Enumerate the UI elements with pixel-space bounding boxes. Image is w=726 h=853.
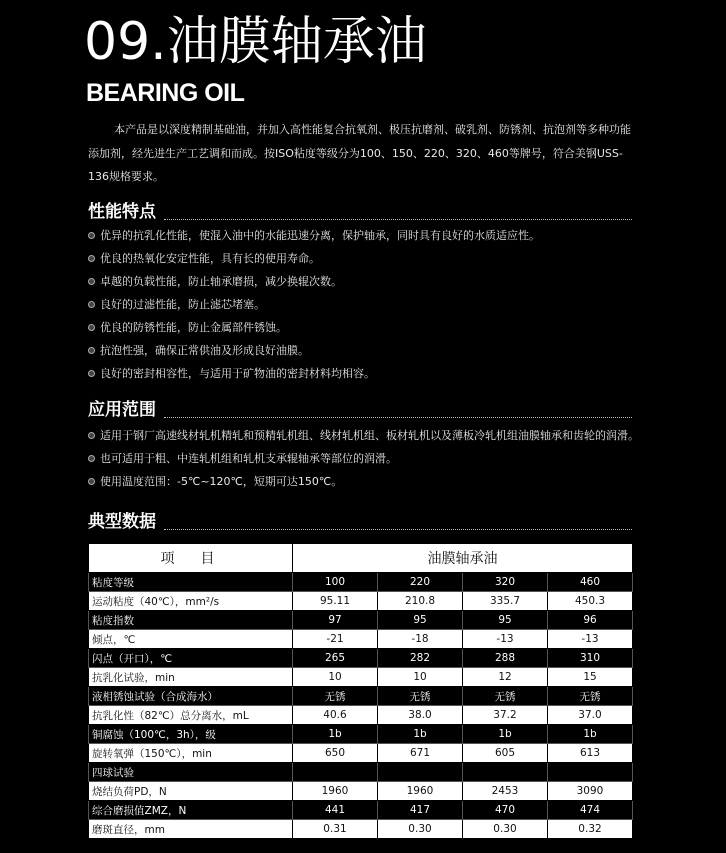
features-title: 性能特点 (88, 202, 156, 222)
table-cell: 无锈 (293, 687, 378, 706)
table-row (89, 687, 633, 706)
table-cell: 38.0 (378, 706, 463, 725)
table-cell (548, 763, 633, 782)
table-cell: 95.11 (293, 592, 378, 611)
row-label: 倾点，℃ (89, 630, 293, 649)
table-cell: 12 (463, 668, 548, 687)
table-cell: 450.3 (548, 592, 633, 611)
bullet-icon (88, 478, 95, 485)
table-row (89, 820, 633, 839)
table-cell: 1960 (293, 782, 378, 801)
list-item: 良好的密封相容性，与适用于矿物油的密封材料均相容。 (88, 362, 648, 385)
table-cell: 220 (378, 573, 463, 592)
section-divider (164, 529, 632, 530)
row-label: 运动粘度（40℃），mm²/s (89, 592, 293, 611)
table-cell: 613 (548, 744, 633, 763)
table-cell: 100 (293, 573, 378, 592)
row-label: 抗乳化性（82℃）总分离水，mL (89, 706, 293, 725)
table-cell: 无锈 (548, 687, 633, 706)
table-cell: 37.0 (548, 706, 633, 725)
table-cell: 0.31 (293, 820, 378, 839)
table-row (89, 649, 633, 668)
row-label: 综合磨损值ZMZ，N (89, 801, 293, 820)
row-label: 抗乳化试验，min (89, 668, 293, 687)
table-cell: 1b (463, 725, 548, 744)
table-cell: 335.7 (463, 592, 548, 611)
table-cell: -21 (293, 630, 378, 649)
bullet-icon (88, 301, 95, 308)
table-cell: 650 (293, 744, 378, 763)
table-cell: 460 (548, 573, 633, 592)
table-row (89, 782, 633, 801)
bullet-icon (88, 347, 95, 354)
applications-list (88, 424, 648, 493)
bullet-icon (88, 255, 95, 262)
table-cell: 210.8 (378, 592, 463, 611)
row-label: 粘度指数 (89, 611, 293, 630)
table-cell: 96 (548, 611, 633, 630)
table-row (89, 744, 633, 763)
table-row (89, 573, 633, 592)
table-cell: 1960 (378, 782, 463, 801)
table-cell: 无锈 (463, 687, 548, 706)
table-cell: 95 (463, 611, 548, 630)
table-cell: 605 (463, 744, 548, 763)
row-label: 液相锈蚀试验（合成海水） (89, 687, 293, 706)
table-cell: 10 (378, 668, 463, 687)
table-row (89, 611, 633, 630)
table-cell: 15 (548, 668, 633, 687)
table-cell: 2453 (463, 782, 548, 801)
page-subtitle: BEARING OIL (86, 79, 245, 107)
table-header-product: 油膜轴承油 (293, 544, 633, 573)
table-body (89, 573, 633, 839)
table-cell: 10 (293, 668, 378, 687)
applications-title: 应用范围 (88, 400, 156, 420)
row-label: 四球试验 (89, 763, 293, 782)
table-row (89, 668, 633, 687)
table-cell: 441 (293, 801, 378, 820)
list-item: 也可适用于粗、中连轧机组和轧机支承辊轴承等部位的润滑。 (88, 447, 648, 470)
table-row (89, 630, 633, 649)
table-cell: 320 (463, 573, 548, 592)
list-item: 抗泡性强，确保正常供油及形成良好油膜。 (88, 339, 648, 362)
bullet-icon (88, 324, 95, 331)
bullet-icon (88, 278, 95, 285)
table-cell: 1b (548, 725, 633, 744)
bullet-icon (88, 232, 95, 239)
table-cell: 671 (378, 744, 463, 763)
row-label: 磨斑直径，mm (89, 820, 293, 839)
list-item: 卓越的负载性能，防止轴承磨损，减少换辊次数。 (88, 270, 648, 293)
row-label: 粘度等级 (89, 573, 293, 592)
list-item: 优良的防锈性能，防止金属部件锈蚀。 (88, 316, 648, 339)
table-cell (293, 763, 378, 782)
typical-data-section-header (88, 510, 632, 532)
list-item: 优良的热氧化安定性能，具有长的使用寿命。 (88, 247, 648, 270)
table-cell: -13 (463, 630, 548, 649)
bullet-icon (88, 455, 95, 462)
table-cell: 40.6 (293, 706, 378, 725)
table-cell: 0.32 (548, 820, 633, 839)
typical-data-title: 典型数据 (88, 512, 156, 532)
row-label: 铜腐蚀（100℃，3h），级 (89, 725, 293, 744)
table-cell: 417 (378, 801, 463, 820)
features-list (88, 224, 648, 385)
table-cell: 1b (378, 725, 463, 744)
table-cell: 1b (293, 725, 378, 744)
bullet-icon (88, 432, 95, 439)
table-header-item: 项 目 (89, 544, 293, 573)
table-cell: 282 (378, 649, 463, 668)
table-cell: 97 (293, 611, 378, 630)
section-divider (164, 417, 632, 418)
list-item: 优异的抗乳化性能，使混入油中的水能迅速分离，保护轴承，同时具有良好的水质适应性。 (88, 224, 648, 247)
table-cell: 3090 (548, 782, 633, 801)
typical-data-table (88, 543, 633, 839)
table-cell: -18 (378, 630, 463, 649)
bullet-icon (88, 370, 95, 377)
table-cell (463, 763, 548, 782)
row-label: 闪点（开口），℃ (89, 649, 293, 668)
table-row (89, 706, 633, 725)
table-cell: 95 (378, 611, 463, 630)
table-row (89, 725, 633, 744)
row-label: 旋转氧弹（150℃），min (89, 744, 293, 763)
table-cell: 无锈 (378, 687, 463, 706)
table-cell: 265 (293, 649, 378, 668)
table-row (89, 763, 633, 782)
table-cell (378, 763, 463, 782)
table-cell: 0.30 (463, 820, 548, 839)
table-cell: -13 (548, 630, 633, 649)
list-item: 使用温度范围：-5℃~120℃，短期可达150℃。 (88, 470, 648, 493)
table-cell: 288 (463, 649, 548, 668)
table-cell: 37.2 (463, 706, 548, 725)
table-cell: 474 (548, 801, 633, 820)
row-label: 烧结负荷PD，N (89, 782, 293, 801)
applications-section-header (88, 398, 632, 420)
table-row (89, 592, 633, 611)
table-cell: 310 (548, 649, 633, 668)
list-item: 良好的过滤性能，防止滤芯堵塞。 (88, 293, 648, 316)
table-cell: 470 (463, 801, 548, 820)
features-section-header (88, 200, 632, 222)
table-row (89, 801, 633, 820)
list-item: 适用于钢厂高速线材轧机精轧和预精轧机组、线材轧机组、板材轧机以及薄板冷轧机组油膜轴承和齿轮的润滑。 (88, 424, 648, 447)
page-title: 09.油膜轴承油 (84, 12, 427, 72)
intro-paragraph: 本产品是以深度精制基础油，并加入高性能复合抗氧剂、极压抗磨剂、破乳剂、防锈剂、抗泡剂等多种功能添加剂，经先进生产工艺调和而成。按ISO粘度等级分为100、150、220、320、460等牌号，符合美钢USS-136规格要求。 (88, 123, 631, 183)
section-divider (164, 219, 632, 220)
table-cell: 0.30 (378, 820, 463, 839)
